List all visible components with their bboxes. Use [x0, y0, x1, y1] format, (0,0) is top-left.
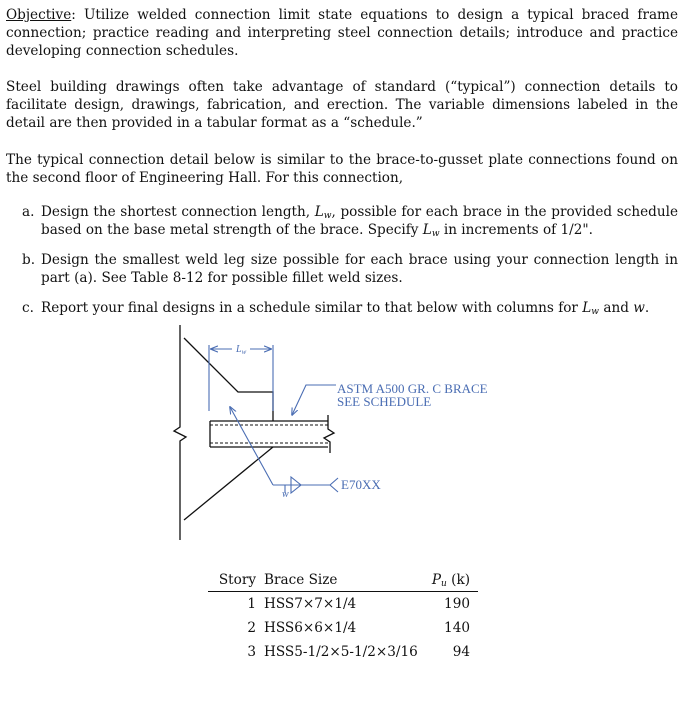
intro-paragraph: Steel building drawings often take advantage of standard (“typical”) connection details to facilitate design, drawings, fabrication, and erection. The variable dimensions labeled in the detail are then provided in a tabular format as a “schedule.”	[6, 79, 678, 131]
brace-label-line1: ASTM A500 GR. C BRACE	[337, 381, 488, 396]
task-b-label: b.	[22, 252, 36, 268]
row-brace-size: HSS5-1/2×5-1/2×3/16	[264, 644, 418, 660]
schedule-header-row	[208, 568, 478, 592]
schedule-row	[208, 640, 478, 664]
header-brace-size: Brace Size	[264, 568, 424, 592]
dimension-lw-label: $L_w$	[236, 344, 247, 356]
task-a-label: a.	[22, 204, 35, 220]
context-paragraph: The typical connection detail below is similar to the brace-to-gusset plate connections found on the second floor of Engineering Hall. For this connection,	[6, 152, 678, 186]
row-story: 1	[247, 596, 256, 612]
brace-label-line2: SEE SCHEDULE	[337, 394, 432, 409]
row-story: 3	[247, 644, 256, 660]
schedule-row	[208, 616, 478, 640]
connection-detail-figure	[160, 325, 520, 540]
schedule-row	[208, 592, 478, 617]
row-story: 2	[247, 620, 256, 636]
brace-hss	[210, 415, 334, 453]
row-brace-size: HSS7×7×1/4	[264, 596, 357, 612]
header-pu: $P_u$ (k)	[424, 568, 478, 592]
objective-label: Objective	[6, 7, 72, 23]
brace-schedule-table	[208, 568, 478, 664]
weld-electrode-label: E70XX	[341, 477, 381, 492]
row-brace-size: HSS6×6×1/4	[264, 620, 357, 636]
column-break-line	[174, 325, 186, 540]
task-c-text: Report your final designs in a schedule similar to that below with columns for $L_w$ and w.	[41, 300, 650, 317]
task-a-text: Design the shortest connection length, $L_w$, possible for each brace in the provided schedule based on the base metal strength of the brace. Specify $L_w$ in increments of 1/2".	[41, 204, 678, 239]
objective-paragraph: Objective: Utilize welded connection limit state equations to design a typical braced frame connection; practice reading and interpreting steel connection details; introduce and practice developing connection schedules.	[6, 7, 678, 59]
row-pu: 190	[444, 596, 470, 612]
task-b-text: Design the smallest weld leg size possible for each brace using your connection length in part (a). See Table 8-12 for possible fillet weld sizes.	[41, 252, 678, 286]
gusset-plate	[184, 338, 273, 520]
weld-size-label: w	[282, 489, 289, 500]
header-story: Story	[208, 568, 264, 592]
task-c-label: c.	[22, 300, 34, 316]
row-pu: 94	[452, 644, 470, 660]
row-pu: 140	[444, 620, 470, 636]
brace-callout-leader	[292, 385, 336, 415]
objective-text: Utilize welded connection limit state equations to design a typical braced frame connection; practice reading and interpreting steel connection details; introduce and practice developing connection schedules.	[6, 7, 678, 59]
weld-symbol	[230, 407, 338, 493]
